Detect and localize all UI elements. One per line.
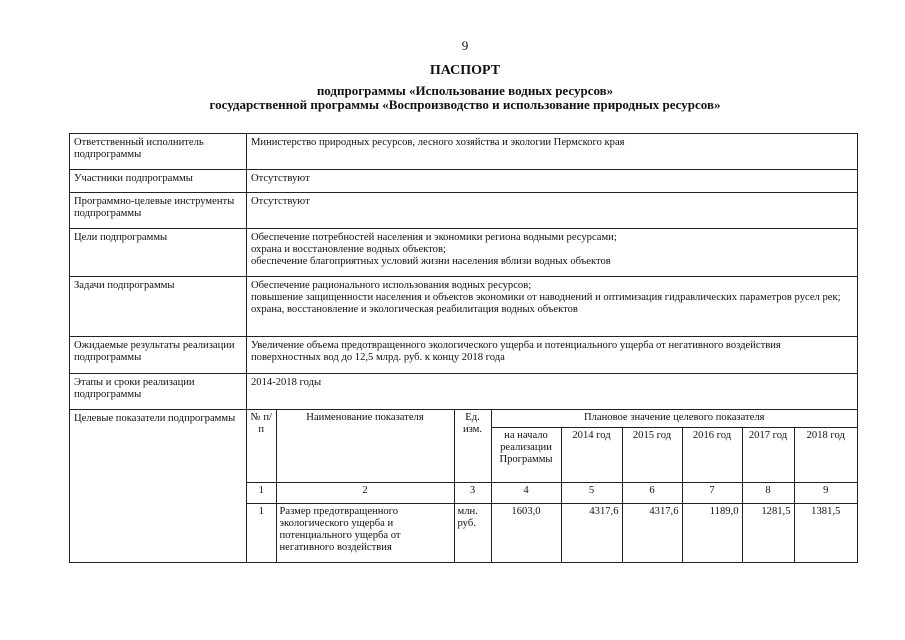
indicator-2015-value: 4317,6 <box>622 503 682 562</box>
col-number: 6 <box>622 482 682 503</box>
task-item: охрана, восстановление и экологическая реабилитация водных объектов <box>251 304 578 315</box>
tools-value: Отсутствуют <box>247 193 858 229</box>
row-results <box>70 337 858 374</box>
passport-table <box>69 133 858 563</box>
indicator-2018-value: 1381,5 <box>794 503 857 562</box>
row-executor <box>70 134 858 170</box>
row-participants <box>70 170 858 193</box>
executor-label: Ответственный исполнитель подпрограммы <box>70 134 247 170</box>
col-number: 9 <box>794 482 857 503</box>
goal-item: Обеспечение потребностей населения и экономики региона водными ресурсами; <box>251 232 617 243</box>
indicator-start-value: 1603,0 <box>491 503 561 562</box>
indicator-unit: млн. руб. <box>454 503 491 562</box>
tasks-label: Задачи подпрограммы <box>70 277 247 337</box>
document-title: ПАСПОРТ <box>429 63 501 78</box>
indicator-data-row <box>247 503 857 562</box>
header-2017: 2017 год <box>742 427 794 482</box>
header-start: на начало реализации Программы <box>491 427 561 482</box>
header-name: Наименование показателя <box>276 410 454 482</box>
tasks-value <box>247 277 858 337</box>
participants-label: Участники подпрограммы <box>70 170 247 193</box>
participants-value: Отсутствуют <box>247 170 858 193</box>
indicators-label: Целевые показатели подпрограммы <box>70 410 247 563</box>
stages-value: 2014-2018 годы <box>247 374 858 410</box>
header-2016: 2016 год <box>682 427 742 482</box>
col-number: 5 <box>561 482 622 503</box>
col-number: 1 <box>247 482 276 503</box>
header-planned: Плановое значение целевого показателя <box>491 410 857 427</box>
row-indicators <box>70 410 858 563</box>
goal-item: обеспечение благоприятных условий жизни населения вблизи водных объектов <box>251 256 611 267</box>
row-tools <box>70 193 858 229</box>
document-subtitle-line1: подпрограммы «Использование водных ресурсов» <box>316 83 614 98</box>
row-stages <box>70 374 858 410</box>
col-number: 8 <box>742 482 794 503</box>
indicators-table <box>247 410 857 562</box>
header-2014: 2014 год <box>561 427 622 482</box>
row-goals <box>70 229 858 277</box>
indicator-2017-value: 1281,5 <box>742 503 794 562</box>
header-unit: Ед. изм. <box>454 410 491 482</box>
indicators-header-row <box>247 410 857 427</box>
goal-item: охрана и восстановление водных объектов; <box>251 244 446 255</box>
tools-label: Программно-целевые инструменты подпрограммы <box>70 193 247 229</box>
col-number: 3 <box>454 482 491 503</box>
results-label: Ожидаемые результаты реализации подпрограммы <box>70 337 247 374</box>
indicators-value <box>247 410 858 563</box>
executor-value: Министерство природных ресурсов, лесного хозяйства и экологии Пермского края <box>247 134 858 170</box>
header-2015: 2015 год <box>622 427 682 482</box>
document-subtitle-line2: государственной программы «Воспроизводство и использование природных ресурсов» <box>209 97 721 112</box>
col-number: 2 <box>276 482 454 503</box>
indicator-name: Размер предотвращенного экологического ущерба и потенциального ущерба от негативного воздействия <box>276 503 454 562</box>
page-number: 9 <box>461 38 469 53</box>
header-2018: 2018 год <box>794 427 857 482</box>
row-tasks <box>70 277 858 337</box>
indicator-2014-value: 4317,6 <box>561 503 622 562</box>
indicator-num: 1 <box>247 503 276 562</box>
col-number: 4 <box>491 482 561 503</box>
indicator-2016-value: 1189,0 <box>682 503 742 562</box>
stages-label: Этапы и сроки реализации подпрограммы <box>70 374 247 410</box>
goals-label: Цели подпрограммы <box>70 229 247 277</box>
column-numbers-row <box>247 482 857 503</box>
task-item: Обеспечение рационального использования водных ресурсов; <box>251 280 532 291</box>
col-number: 7 <box>682 482 742 503</box>
goals-value <box>247 229 858 277</box>
task-item: повышение защищенности населения и объектов экономики от наводнений и оптимизация гидравлических параметров русел рек; <box>251 292 841 303</box>
header-num: № п/п <box>247 410 276 482</box>
results-value: Увеличение объема предотвращенного экологического ущерба и потенциального ущерба от негативного воздействия поверхностных вод до 12,5 млрд. руб. к концу 2018 года <box>247 337 858 374</box>
